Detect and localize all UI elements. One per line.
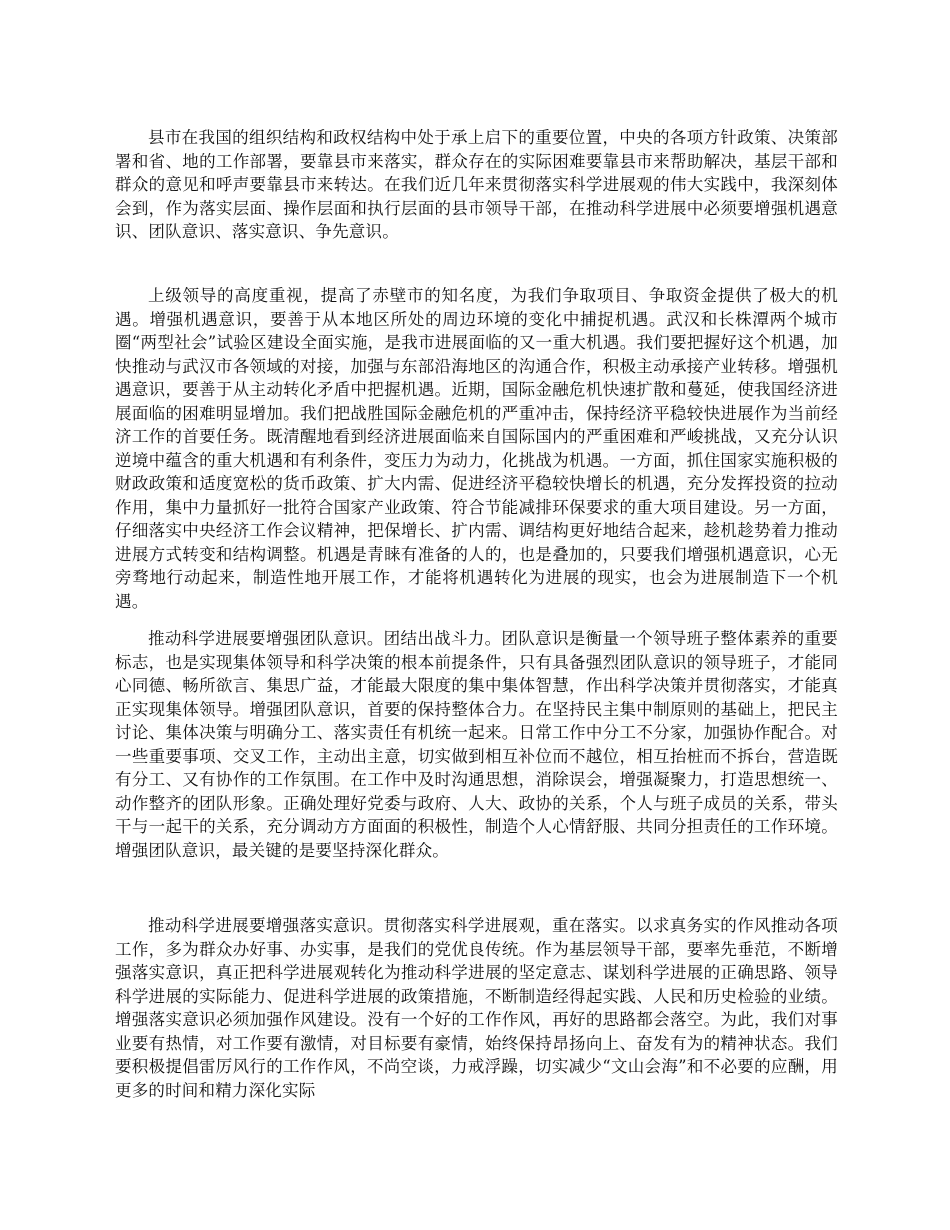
paragraph-team-awareness: 推动科学进展要增强团队意识。团结出战斗力。团队意识是衡量一个领导班子整体素养的重要标志，也是实现集体领导和科学决策的根本前提条件，只有具备强烈团队意识的领导班子，才能同心同德、畅所欲言、集思广益，才能最大限度的集中集体智慧，作出科学决策并贯彻落实，才能真正实现集体领导。增强团队意识，首要的保持整体合力。在坚持民主集中制原则的基础上，把民主讨论、集体决策与明确分工、落实责任有机统一起来。日常工作中分工不分家，加强协作配合。对一些重要事项、交叉工作，主动出主意，切实做到相互补位而不越位，相互抬桩而不拆台，营造既有分工、又有协作的工作氛围。在工作中及时沟通思想，消除误会，增强凝聚力，打造思想统一、动作整齐的团队形象。正确处理好党委与政府、人大、政协的关系，个人与班子成员的关系，带头干与一起干的关系，充分调动方方面面的积极性，制造个人心情舒服、共同分担责任的工作环境。增强团队意识，最关键的是要坚持深化群众。 bbox=[115, 629, 838, 860]
paragraph-intro: 县市在我国的组织结构和政权结构中处于承上启下的重要位置，中央的各项方针政策、决策部署和省、地的工作部署，要靠县市来落实，群众存在的实际困难要靠县市来帮助解决，基层干部和群众的意见和呼声要靠县市来转达。在我们近几年来贯彻落实科学进展观的伟大实践中，我深刻体会到，作为落实层面、操作层面和执行层面的县市领导干部，在推动科学进展中必须要增强机遇意识、团队意识、落实意识、争先意识。 bbox=[115, 128, 838, 241]
paragraph-implementation-awareness: 推动科学进展要增强落实意识。贯彻落实科学进展观，重在落实。以求真务实的作风推动各项工作，多为群众办好事、办实事，是我们的党优良传统。作为基层领导干部，要率先垂范，不断增强落实意识，真正把科学进展观转化为推动科学进展的坚定意志、谋划科学进展的正确思路、领导科学进展的实际能力、促进科学进展的政策措施，不断制造经得起实践、人民和历史检验的业绩。增强落实意识必须加强作风建设。没有一个好的工作作风，再好的思路都会落空。为此，我们对事业要有热情，对工作要有激情，对目标要有豪情，始终保持昂扬向上、奋发有为的精神状态。我们要积极提倡雷厉风行的工作作风，不尚空谈，力戒浮躁，切实减少“文山会海”和不必要的应酬，用更多的时间和精力深化实际 bbox=[115, 916, 838, 1100]
paragraph-opportunity-awareness: 上级领导的高度重视，提高了赤壁市的知名度，为我们争取项目、争取资金提供了极大的机遇。增强机遇意识，要善于从本地区所处的周边环境的变化中捕捉机遇。武汉和长株潭两个城市圈“两型社会”试验区建设全面实施，是我市进展面临的又一重大机遇。我们要把握好这个机遇，加快推动与武汉市各领域的对接，加强与东部沿海地区的沟通合作，积极主动承接产业转移。增强机遇意识，要善于从主动转化矛盾中把握机遇。近期，国际金融危机快速扩散和蔓延，使我国经济进展面临的困难明显增加。我们把战胜国际金融危机的严重冲击，保持经济平稳较快进展作为当前经济工作的首要任务。既清醒地看到经济进展面临来自国际国内的严重困难和严峻挑战，又充分认识逆境中蕴含的重大机遇和有利条件，变压力为动力，化挑战为机遇。一方面，抓住国家实施积极的财政政策和适度宽松的货币政策、扩大内需、促进经济平稳较快增长的机遇，充分发挥投资的拉动作用，集中力量抓好一批符合国家产业政策、符合节能减排环保要求的重大项目建设。另一方面，仔细落实中央经济工作会议精神，把保增长、扩内需、调结构更好地结合起来，趁机趁势着力推动进展方式转变和结构调整。机遇是青睐有准备的人的，也是叠加的，只要我们增强机遇意识，心无旁骛地行动起来，制造性地开展工作，才能将机遇转化为进展的现实，也会为进展制造下一个机遇。 bbox=[115, 286, 838, 611]
